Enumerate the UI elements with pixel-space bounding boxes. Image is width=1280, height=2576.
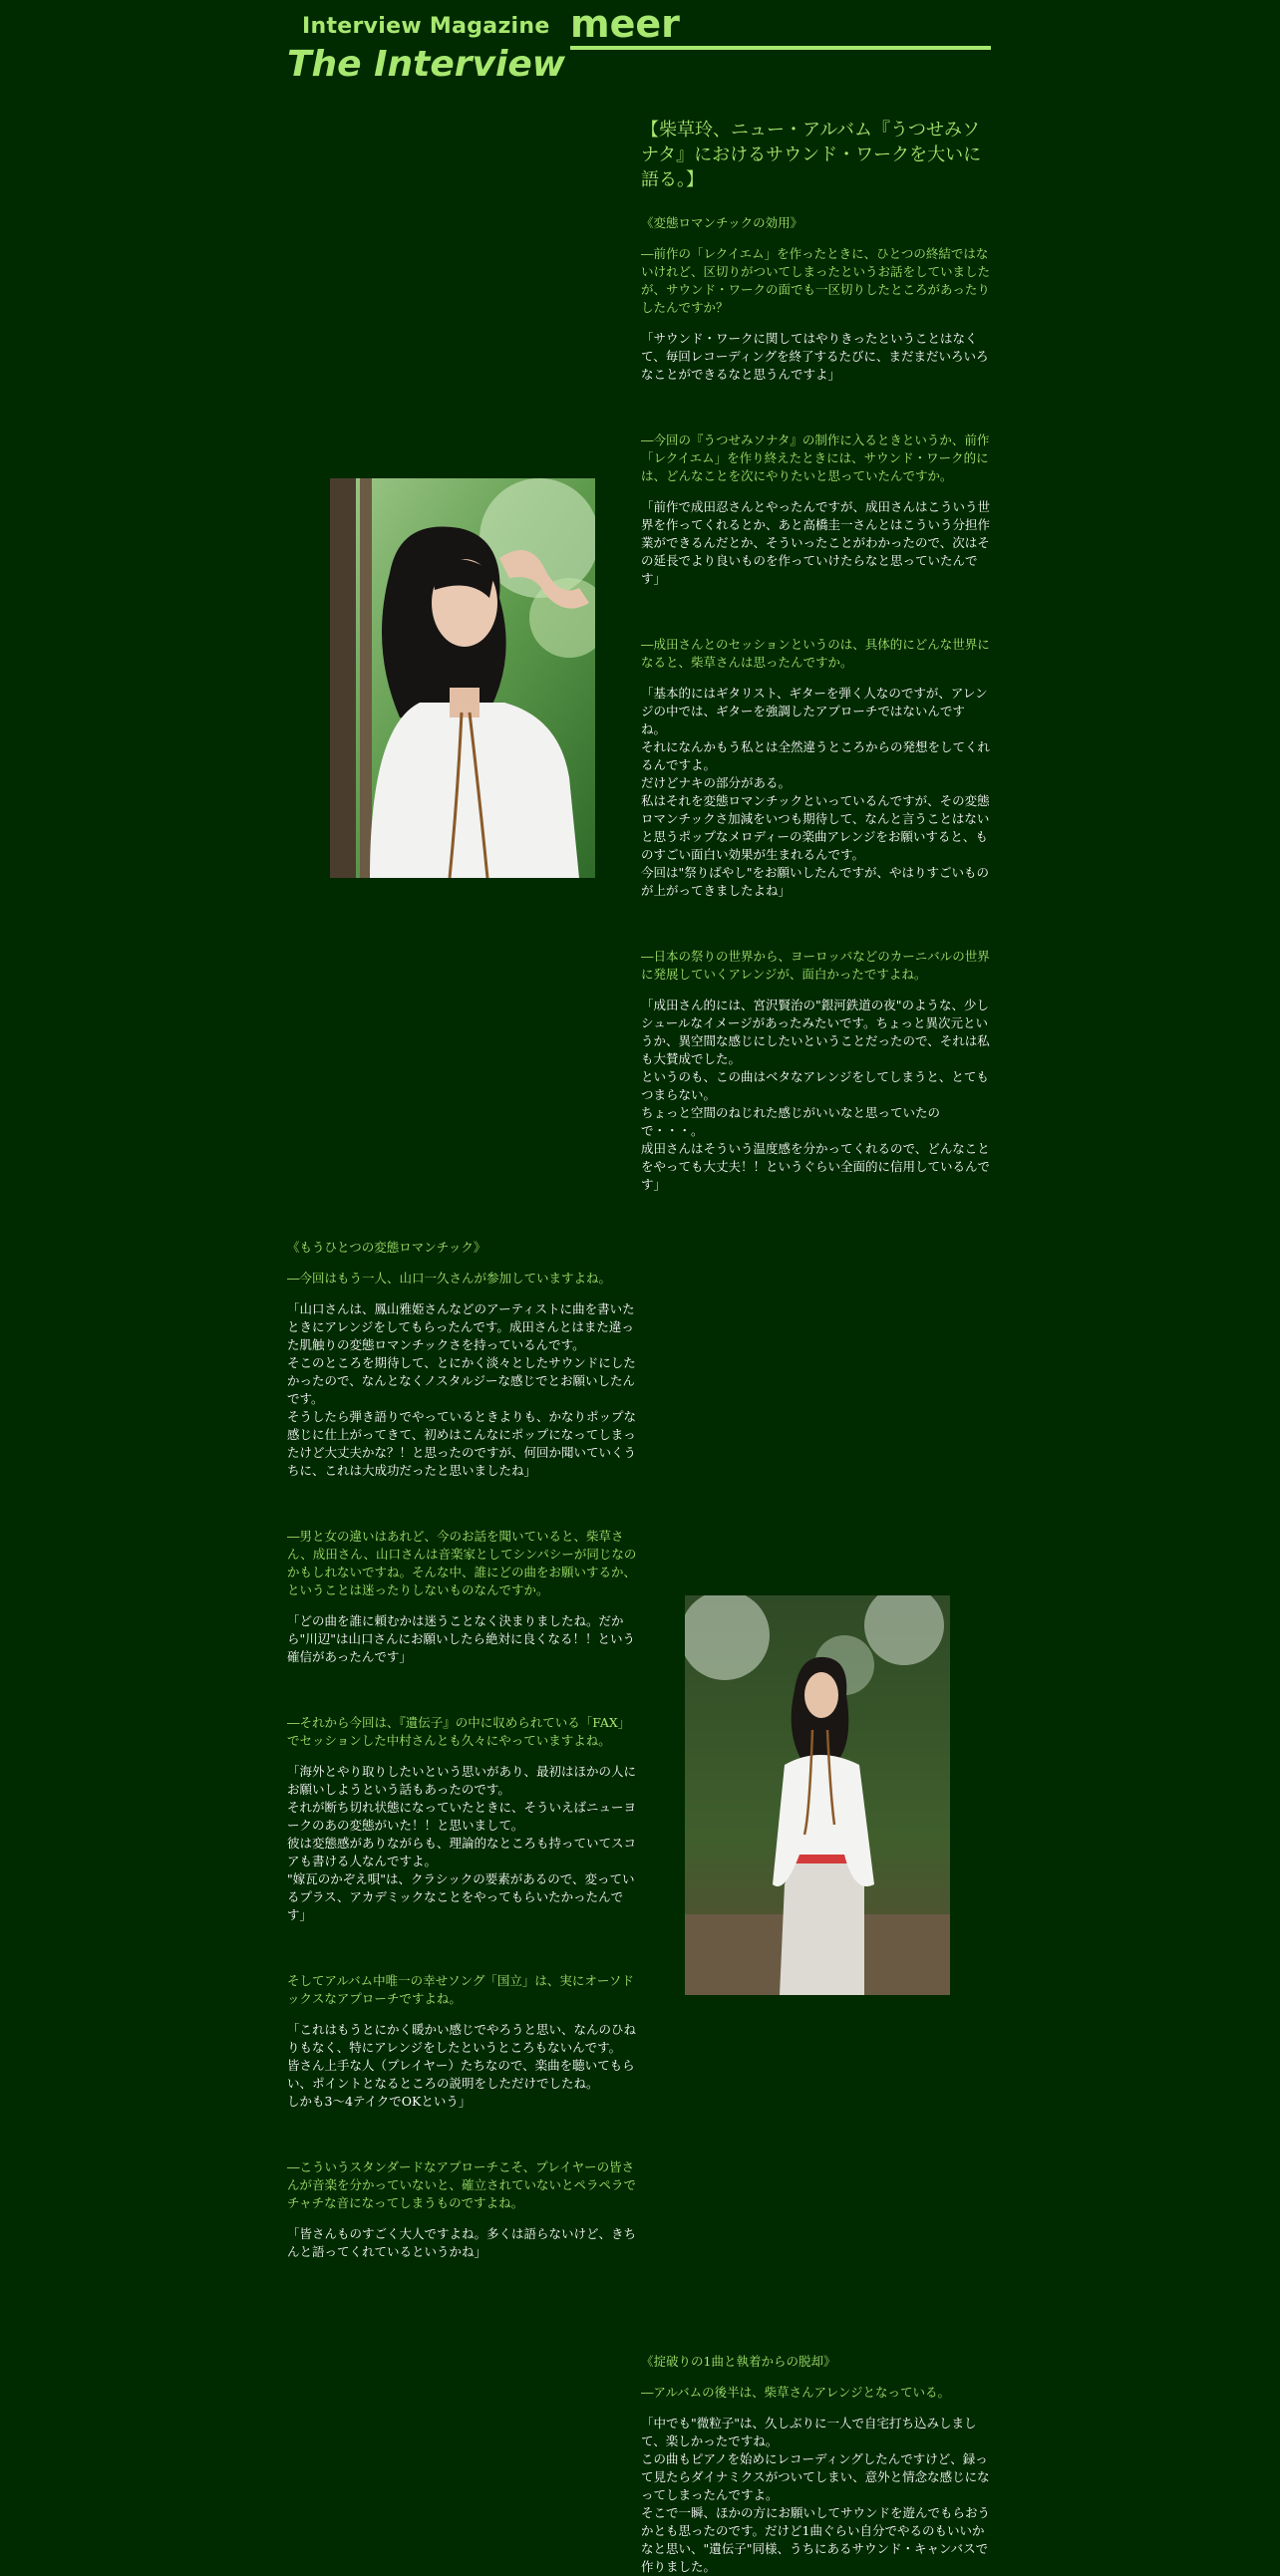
question: ―今回はもう一人、山口一久さんが参加していますよね。 — [287, 1271, 612, 1286]
answer: 「前作で成田忍さんとやったんですが、成田さんはこういう世界を作ってくれるとか、あと高橋圭一さんとはこういう分担作業ができるんだとか、そういったことがわかったので、次はその延長でより良いものを作っていけたらなと思っていたんです」 — [641, 499, 991, 586]
answer: 「どの曲を誰に頼むかは迷うことなく決まりましたね。だから"川辺"は山口さんにお願いしたら絶対に良くなる！！という確信があったんです」 — [287, 1613, 636, 1664]
photo-standing-image — [685, 1595, 950, 1995]
question: ―男と女の違いはあれど、今のお話を聞いていると、柴草さん、成田さん、山口さんは音楽家としてシンパシーが同じなのかもしれないですね。そんな中、誰にどの曲をお願いするか、ということは迷ったりしないものなんですか。 — [287, 1529, 637, 1597]
photo-portrait-image — [330, 478, 595, 878]
answer: 「中でも"微粒子"は、久しぶりに一人で自宅打ち込みしまして、楽しかったですね。 この曲もピアノを始めにレコーディングしたんですけど、録って見たらダイナミクスがついてしまい、意外と情念な感じになってしまったんですよ。 そこで一瞬、ほかの方にお願いしてサウンドを遊んでもらおうかとも思ったのです。だけど1曲ぐらい自分でやるのもいいかなと思い、"遺伝子"同様、うちにあるサウンド・キャンバスで作りました。 — [641, 2416, 991, 2574]
question: ―成田さんとのセッションというのは、具体的にどんな世界になると、柴草さんは思ったんですか。 — [641, 637, 990, 670]
answer: 「サウンド・ワークに関してはやりきったということはなくて、毎回レコーディングを終了するたびに、まだまだいろいろなことができるなと思うんですよ」 — [641, 331, 989, 382]
answer: 「海外とやり取りしたいという思いがあり、最初はほかの人にお願いしようという話もあったのです。 それが断ち切れ状態になっていたときに、そういえばニューヨークのあの変態がいた！！と思いまして。 彼は変態感がありながらも、理論的なところも持っていてスコアも書ける人なんですよ。 "嫁瓦のかぞえ唄"は、クラシックの要素があるので、変っているプラス、アカデミックなことをやってもらいたかったんです」 — [287, 1764, 637, 1922]
answer: 「これはもうとにかく暖かい感じでやろうと思い、なんのひねりもなく、特にアレンジをしたというところもないんです。 皆さん上手な人（プレイヤー）たちなので、楽曲を聴いてもらい、ポイントとなるところの説明をしただけでしたね。 しかも3～4テイクでOKという」 — [287, 2022, 637, 2109]
question: そしてアルバム中唯一の幸せソング「国立」は、実にオーソドックスなアプローチですよね。 — [287, 1973, 634, 2006]
question: ―それから今回は、『遺伝子』の中に収められている「FAX」でセッションした中村さんとも久々にやっていますよね。 — [287, 1715, 631, 1748]
right-column-bottom — [641, 2353, 992, 2576]
photo-standing — [685, 1595, 950, 1995]
magazine-name: Interview Magazine — [302, 14, 550, 39]
right-column-top — [641, 118, 992, 1194]
question: ―前作の「レクイエム」を作ったときに、ひとつの終結ではないけれど、区切りがついてしまったというお話をしていましたが、サウンド・ワークの面でも一区切りしたところがあったりしたんですか？ — [641, 246, 991, 315]
answer: 「基本的にはギタリスト、ギターを弾く人なのですが、アレンジの中では、ギターを強調したアプローチではないんです ね。 それになんかもう私とは全然違うところからの発想をしてくれるんですよ。 だけどナキの部分がある。 私はそれを変態ロマンチックといっているんですが、その変態ロマンチックさ加減をいつも期待して、なんと言うことはないと思うポップなメロディーの楽曲アレンジをお願いすると、ものすごい面白い効果が生まれるんです。 今回は"祭りばやし"をお願いしたんですが、やはりすごいものが上がってきましたよね」 — [641, 686, 991, 898]
question: ―日本の祭りの世界から、ヨーロッパなどのカーニバルの世界に発展していくアレンジが、面白かったですよね。 — [641, 949, 990, 982]
answer: 「皆さんものすごく大人ですよね。多くは語らないけど、きちんと語ってくれているというかね」 — [287, 2226, 637, 2259]
brand-logo[interactable]: meer — [570, 2, 680, 46]
header-rule — [570, 46, 991, 50]
left-column-middle — [287, 1239, 638, 2261]
section-heading: 《変態ロマンチックの効用》 — [641, 215, 803, 230]
answer: 「山口さんは、鳳山雅姫さんなどのアーティストに曲を書いたときにアレンジをしてもらったんです。成田さんとはまた違った肌触りの変態ロマンチックさを持っているんです。 そこのところを期待して、とにかく淡々としたサウンドにしたかったので、なんとなくノスタルジーな感じでとお願いしたんです。 そうしたら弾き語りでやっているときよりも、かなりポップな感じに仕上がってきて、初めはこんなにポップになってしまったけど大丈夫かな？！と思ったのですが、何回か聞いていくうちに、これは大成功だったと思いましたね」 — [287, 1301, 637, 1478]
question: ―今回の『うつせみソナタ』の制作に入るときというか、前作「レクイエム」を作り終えたときには、サウンド・ワーク的には、どんなことを次にやりたいと思っていたんですか。 — [641, 432, 990, 483]
question: ―こういうスタンダードなアプローチこそ、プレイヤーの皆さんが音楽を分かっていないと、確立されていないとペラペラでチャチな音になってしまうものですよね。 — [287, 2159, 637, 2210]
article-headline: 【柴草玲、ニュー・アルバム『うつせみソナタ』におけるサウンド・ワークを大いに語る。】 — [641, 120, 982, 190]
answer: 「成田さん的には、宮沢賢治の"銀河鉄道の夜"のような、少しシュールなイメージがあったみたいです。ちょっと異次元というか、異空間な感じにしたいということだったので、それは私も大賛成でした。 というのも、この曲はベタなアレンジをしてしまうと、とてもつまらない。 ちょっと空間のねじれた感じがいいなと思っていたので・・・。 成田さんはそういう温度感を分かってくれるので、どんなことをやっても大丈夫！！というぐらい全面的に信用しているんです」 — [641, 998, 991, 1192]
section-heading: 《掟破りの1曲と執着からの脱却》 — [641, 2354, 836, 2369]
section-heading: 《もうひとつの変態ロマンチック》 — [287, 1240, 486, 1255]
page-title: The Interview — [287, 44, 566, 85]
question: ―アルバムの後半は、柴草さんアレンジとなっている。 — [641, 2385, 951, 2400]
photo-portrait — [330, 478, 595, 878]
